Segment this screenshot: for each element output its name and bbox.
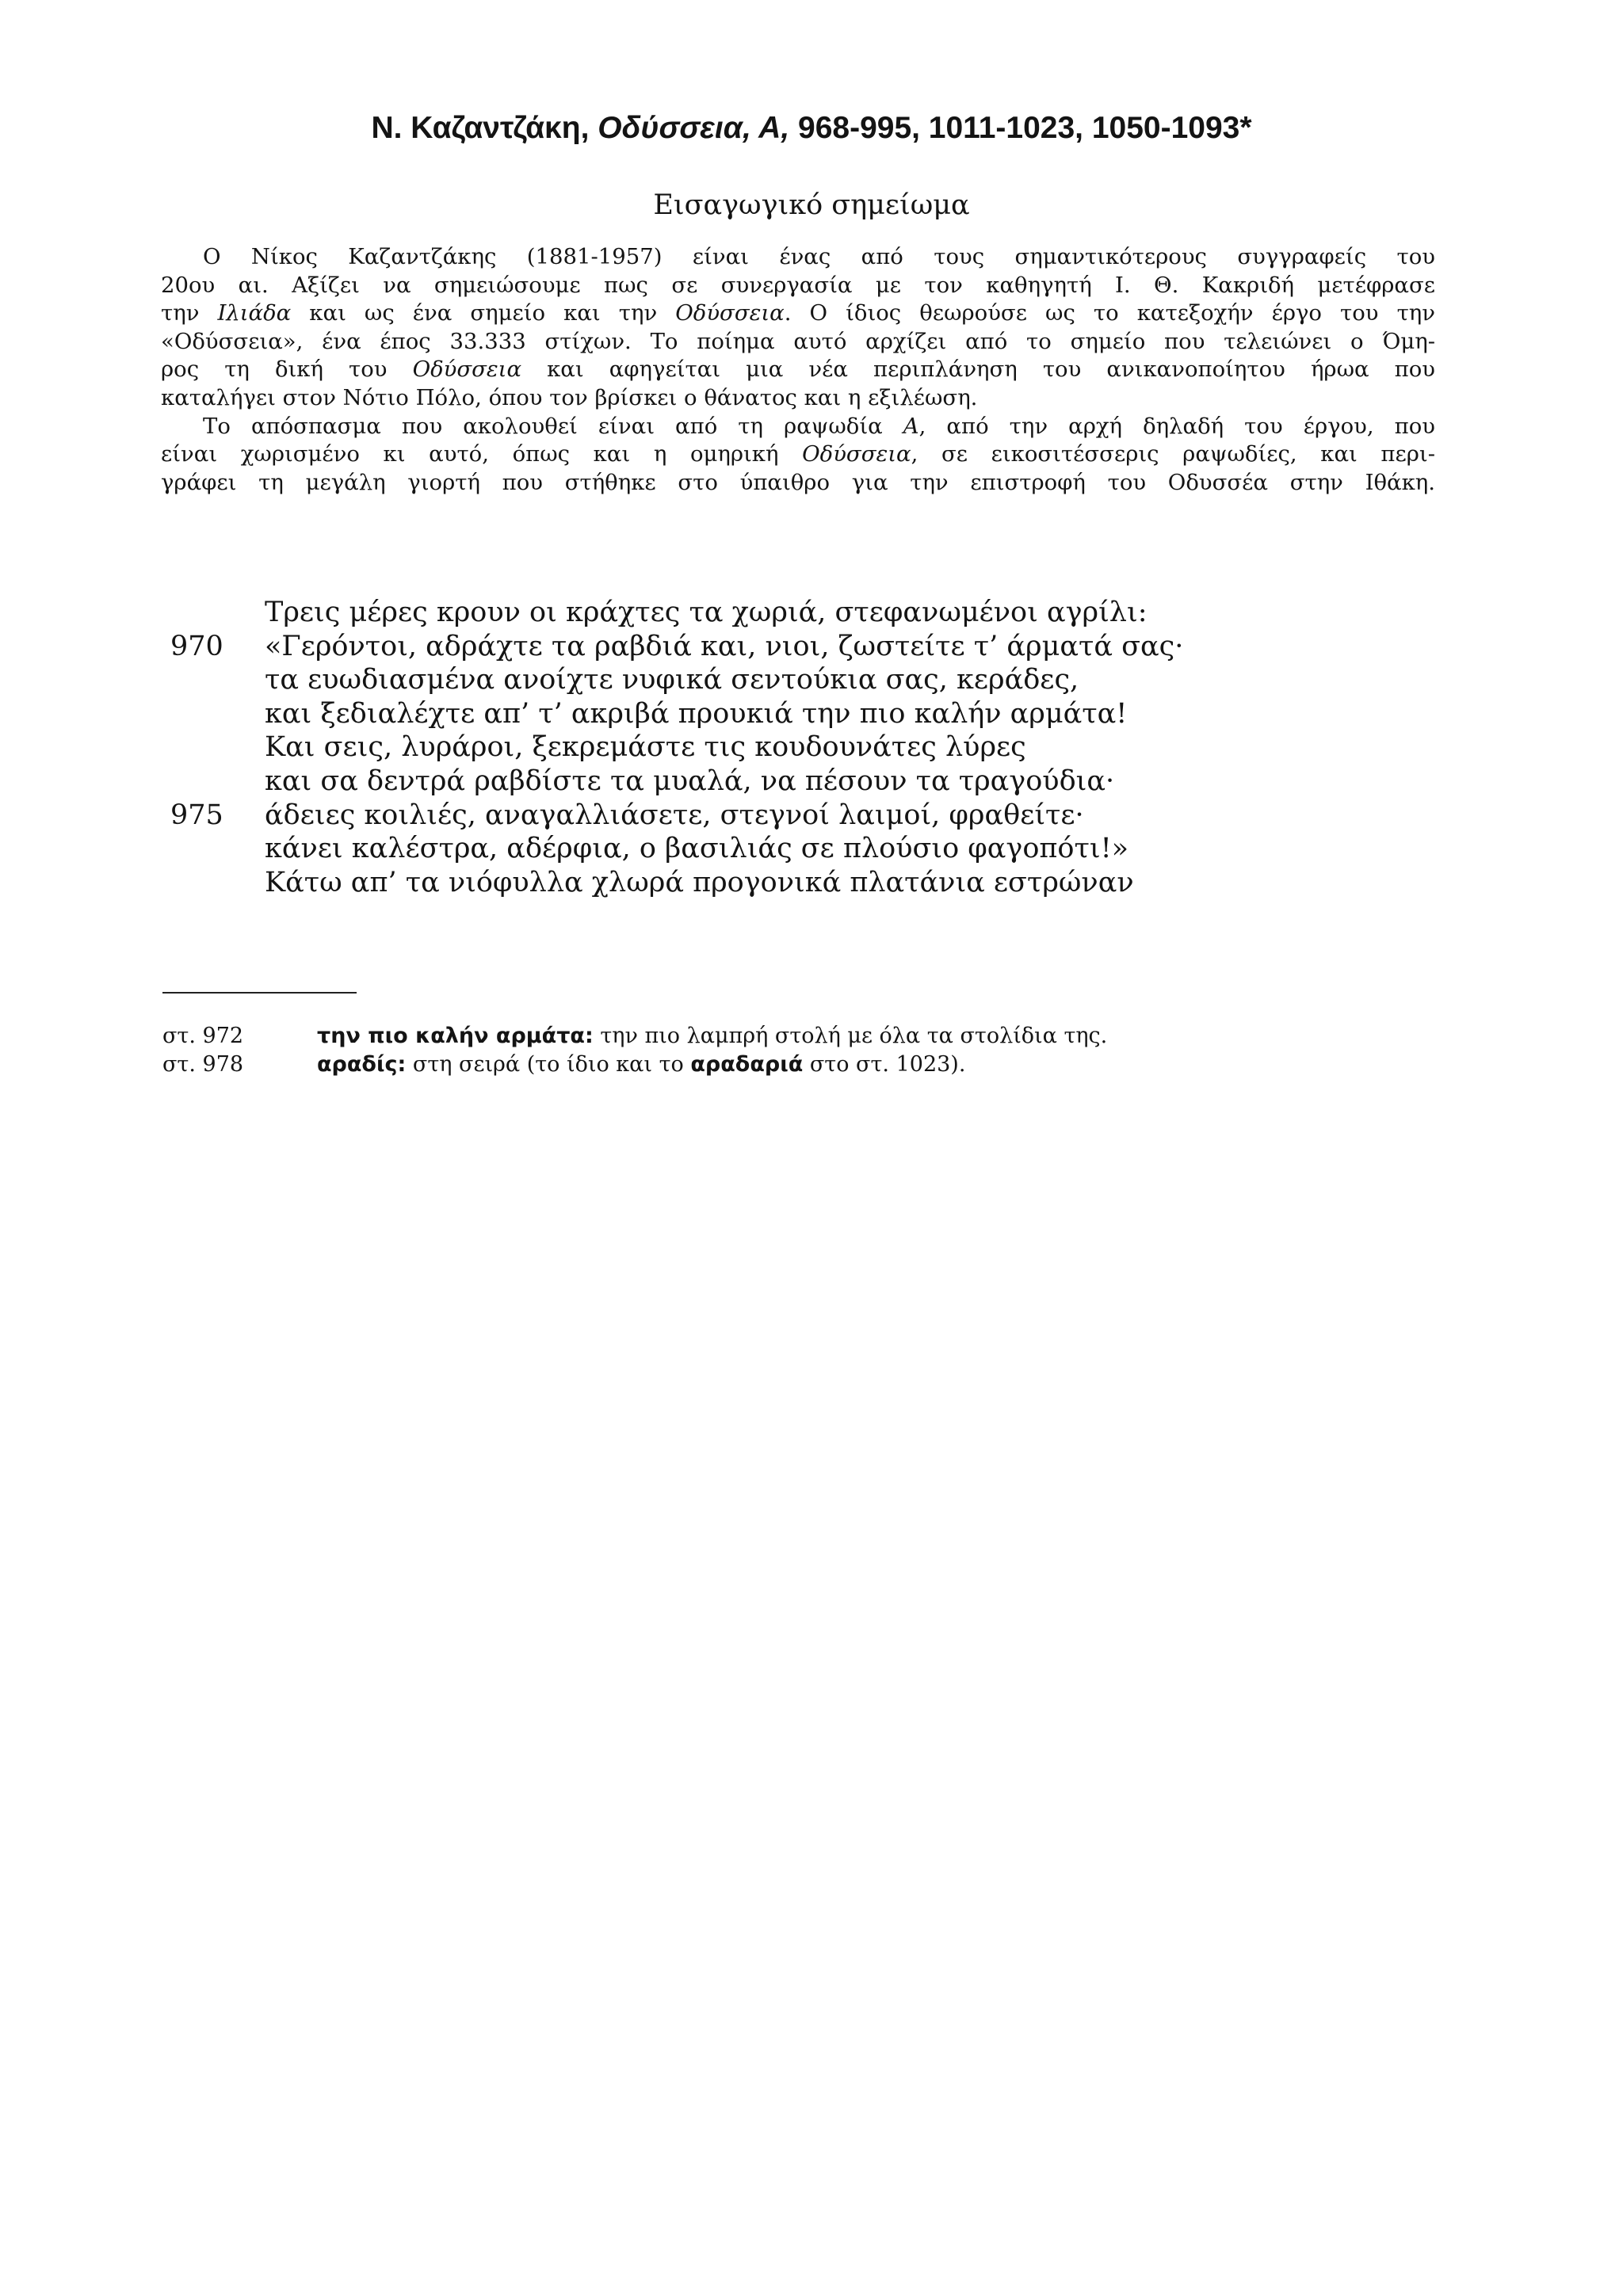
footnote-ref: στ. 972 xyxy=(162,1024,244,1048)
title-author: Ν. Καζαντζάκη, xyxy=(371,111,598,145)
intro-line: Το απόσπασμα που ακολουθεί είναι από τη ραψωδία Α, από την αρχή δηλαδή του έργου, που xyxy=(203,413,1435,439)
verse-text: και σα δεντρά ραβδίστε τα μυαλά, να πέσουν τα τραγούδια· xyxy=(265,765,1115,797)
verse-number: 970 xyxy=(170,630,223,662)
footnote-ref: στ. 978 xyxy=(162,1052,244,1077)
title-work: Οδύσσεια, Α, xyxy=(598,111,790,145)
footnote-term: αραδαριά xyxy=(690,1052,804,1077)
verse-text: Τρεις μέρες κρουν οι κράχτες τα χωριά, στεφανωμένοι αγρίλι: xyxy=(265,597,1148,628)
verse-text: τα ευωδιασμένα ανοίχτε νυφικά σεντούκια σας, κεράδες, xyxy=(265,664,1079,696)
intro-line: Ο Νίκος Καζαντζάκης (1881-1957) είναι ένας από τους σημαντικότερους συγγραφείς του xyxy=(203,244,1435,269)
intro-line: είναι χωρισμένο κι αυτό, όπως και η ομηρική Οδύσσεια, σε εικοσιτέσσερις ραψωδίες, και περι- xyxy=(161,441,1435,467)
intro-line: 20ου αι. Αξίζει να σημειώσουμε πως σε συνεργασία με τον καθηγητή Ι. Θ. Κακριδή μετέφρασε xyxy=(161,272,1435,298)
verse-text: και ξεδιαλέχτε απ’ τ’ ακριβά προυκιά την πιο καλήν αρμάτα! xyxy=(265,697,1128,730)
footnote-term: την πιο καλήν αρμάτα: xyxy=(317,1024,594,1048)
footnote-divider xyxy=(162,992,357,994)
verse-text: κάνει καλέστρα, αδέρφια, ο βασιλιάς σε πλούσιο φαγοπότι!» xyxy=(265,833,1129,865)
verse-text: άδειες κοιλιές, αναγαλλιάσετε, στεγνοί λαιμοί, φραθείτε· xyxy=(265,799,1084,831)
footnote-term: αραδίς: xyxy=(317,1052,407,1077)
page-title xyxy=(0,109,1623,147)
intro-text xyxy=(161,243,1435,497)
verse-text: «Γερόντοι, αδράχτε τα ραβδιά και, νιοι, ζωστείτε τ’ άρματά σας· xyxy=(265,630,1184,662)
intro-line: την Ιλιάδα και ως ένα σημείο και την Οδύσσεια. Ο ίδιος θεωρούσε ως το κατεξοχήν έργο του την xyxy=(161,300,1435,326)
title-lines: 968-995, 1011-1023, 1050-1093* xyxy=(789,111,1252,145)
intro-line: γράφει τη μεγάλη γιορτή που στήθηκε στο ύπαιθρο για την επιστροφή του Οδυσσέα στην Ιθάκη. xyxy=(161,469,1435,495)
verse-number: 975 xyxy=(170,799,223,831)
verse-text: Κάτω απ’ τα νιόφυλλα χλωρά προγονικά πλατάνια εστρώναν xyxy=(265,866,1134,898)
verse-text: Και σεις, λυράροι, ξεκρεμάστε τις κουδουνάτες λύρες xyxy=(265,731,1026,764)
intro-line: ρος τη δική του Οδύσσεια και αφηγείται μια νέα περιπλάνηση του ανικανοποίητου ήρωα που xyxy=(161,357,1435,383)
intro-line: καταλήγει στον Νότιο Πόλο, όπου τον βρίσκει ο θάνατος και η εξιλέωση. xyxy=(161,384,978,410)
section-subtitle: Εισαγωγικό σημείωμα xyxy=(653,189,970,221)
footnote-body: αραδίς: στη σειρά (το ίδιο και το αραδαριά στο στ. 1023). xyxy=(317,1052,966,1077)
intro-line: «Οδύσσεια», ένα έπος 33.333 στίχων. Το ποίημα αυτό αρχίζει από το σημείο που τελειώνει ο Όμη- xyxy=(161,328,1435,354)
footnote-body: την πιο καλήν αρμάτα: την πιο λαμπρή στολή με όλα τα στολίδια της. xyxy=(317,1024,1108,1048)
